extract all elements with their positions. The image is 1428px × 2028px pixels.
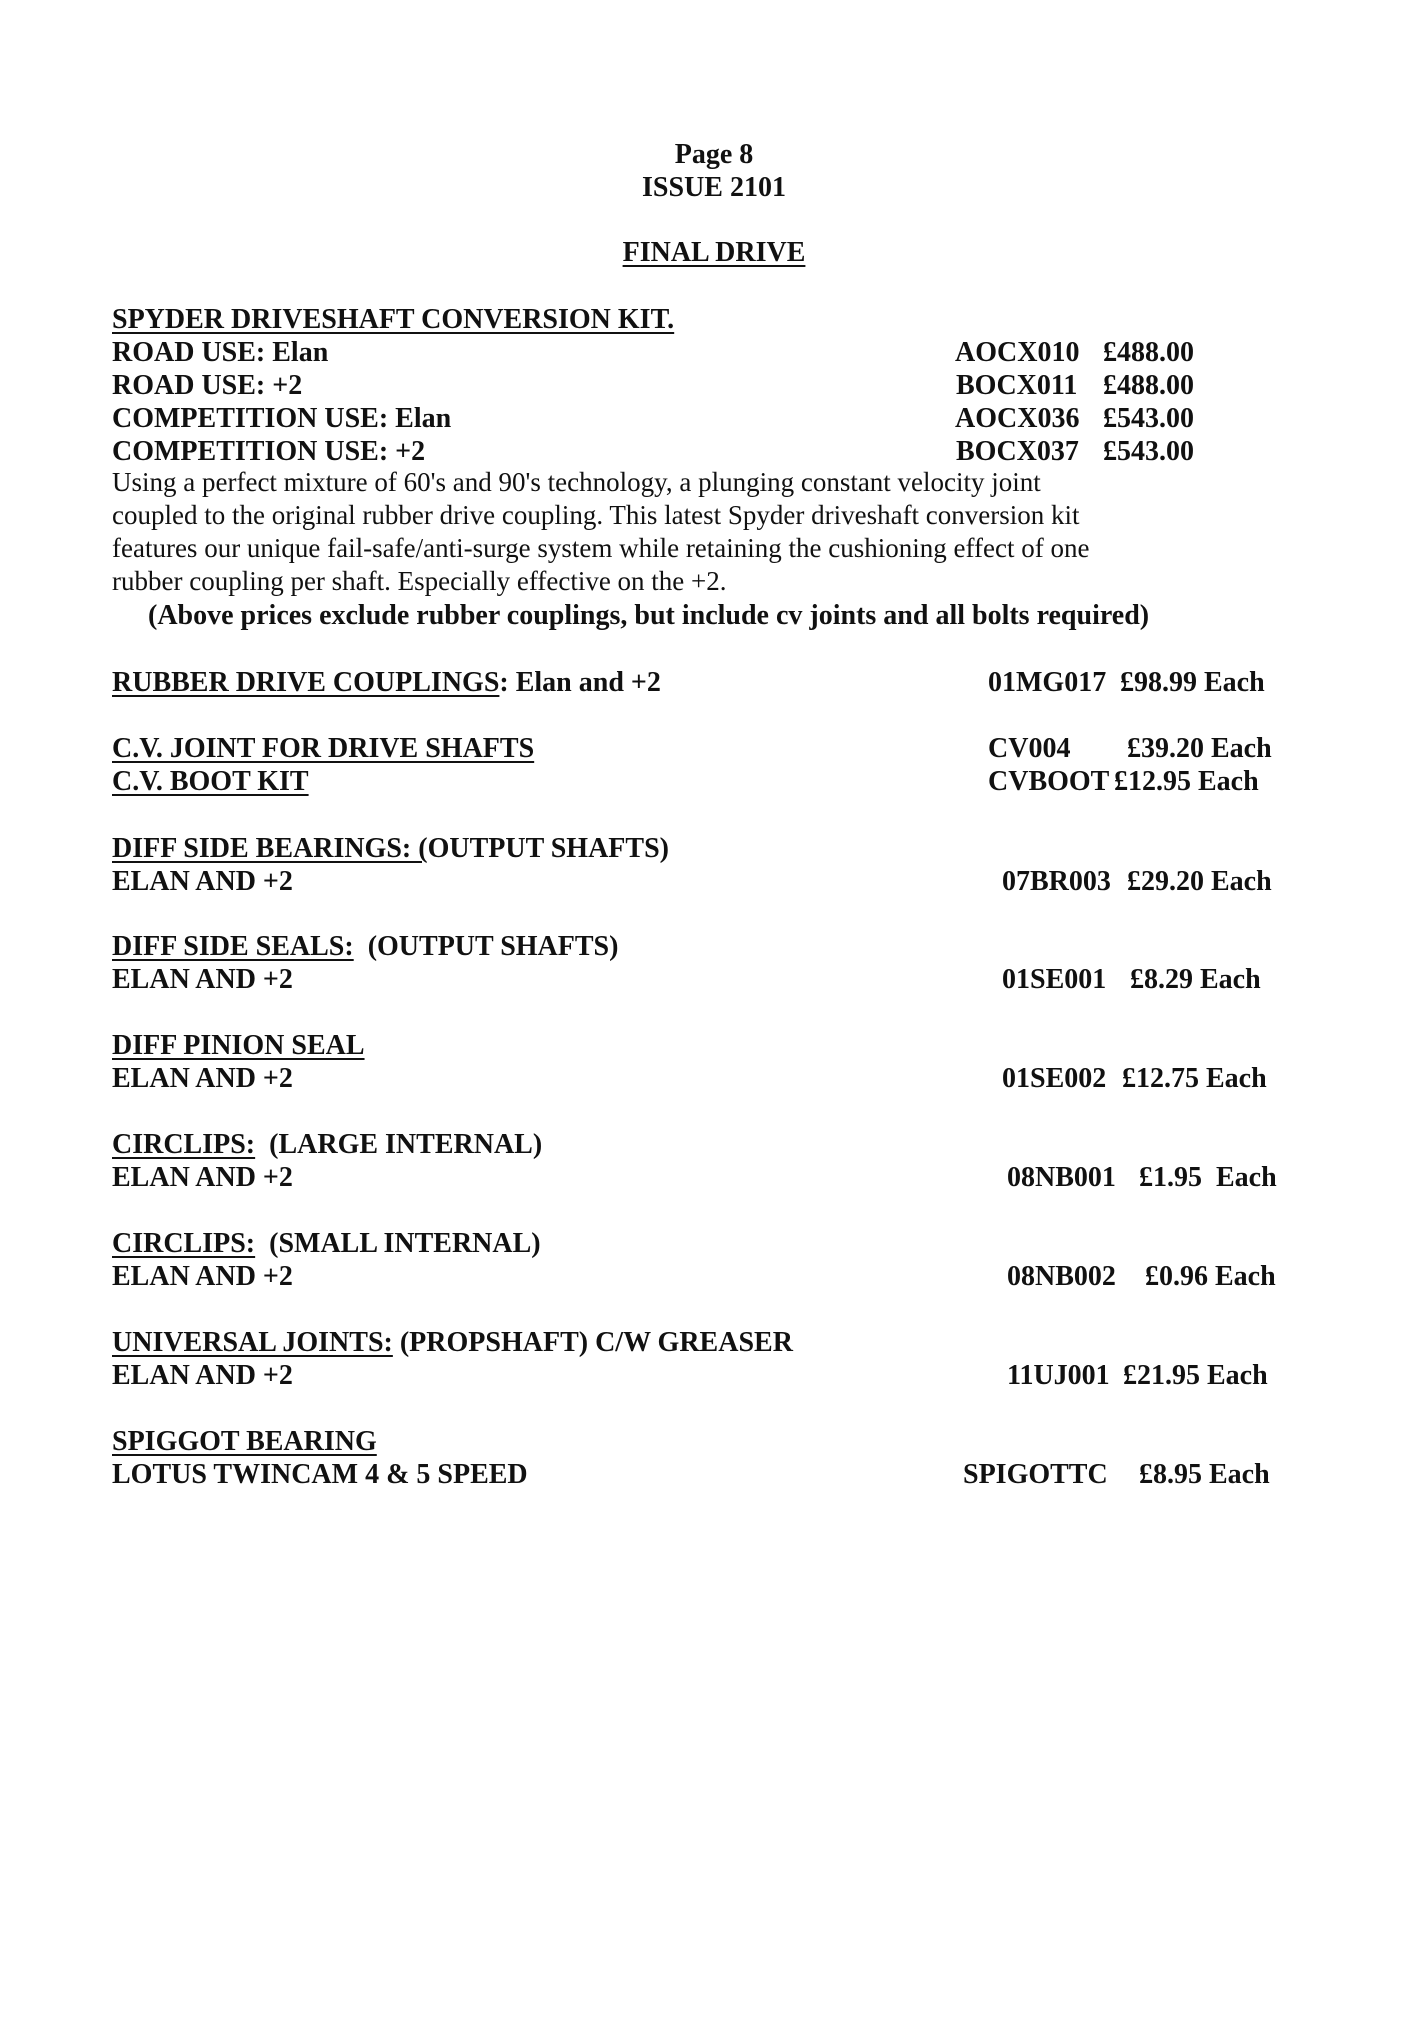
diff-pinion-price: £12.75 Each: [1122, 1063, 1267, 1094]
circlips-small-application: ELAN AND +2: [112, 1261, 293, 1292]
circlips-large-application: ELAN AND +2: [112, 1162, 293, 1193]
circlips-large-code: 08NB001: [1007, 1162, 1116, 1193]
issue-number: ISSUE 2101: [642, 172, 786, 203]
spyder-row-label: ROAD USE: +2: [112, 370, 303, 401]
page-number: Page 8: [674, 139, 754, 170]
diff-seals-application: ELAN AND +2: [112, 964, 293, 995]
diff-pinion-code: 01SE002: [1002, 1063, 1107, 1094]
spiggot-bearing-title: SPIGGOT BEARING: [112, 1426, 377, 1457]
spyder-row-code: AOCX010: [955, 337, 1080, 368]
spyder-row-label: COMPETITION USE: Elan: [112, 403, 452, 434]
spyder-row-price: £488.00: [1103, 337, 1194, 368]
rubber-couplings-heading: [112, 666, 661, 699]
diff-seals-code: 01SE001: [1002, 964, 1107, 995]
spyder-row-price: £543.00: [1103, 436, 1194, 467]
description-line: features our unique fail-safe/anti-surge system while retaining the cushioning effect of one: [112, 533, 1090, 563]
circlips-small-code: 08NB002: [1007, 1261, 1116, 1292]
diff-seals-price: £8.29 Each: [1130, 964, 1261, 995]
section-title: FINAL DRIVE: [622, 237, 806, 268]
circlips-large-title: CIRCLIPS:: [112, 1129, 256, 1160]
circlips-large-price: £1.95 Each: [1139, 1162, 1277, 1193]
diff-bearings-heading: [112, 832, 669, 865]
cv-joint-code: CV004: [988, 733, 1071, 764]
spyder-description: [112, 466, 1242, 598]
circlips-small-title: CIRCLIPS:: [112, 1228, 256, 1259]
cv-boot-code: CVBOOT: [988, 766, 1110, 797]
spyder-kit-title: SPYDER DRIVESHAFT CONVERSION KIT.: [112, 304, 675, 335]
cv-joint-title: C.V. JOINT FOR DRIVE SHAFTS: [112, 733, 535, 764]
diff-bearings-application: ELAN AND +2: [112, 866, 293, 897]
universal-joints-price: £21.95 Each: [1123, 1360, 1268, 1391]
spyder-row-price: £488.00: [1103, 370, 1194, 401]
description-line: rubber coupling per shaft. Especially effective on the +2.: [112, 566, 727, 596]
spiggot-bearing-price: £8.95 Each: [1139, 1459, 1270, 1490]
circlips-large-heading: [112, 1128, 542, 1161]
universal-joints-suffix: (PROPSHAFT) C/W GREASER: [392, 1327, 793, 1358]
spiggot-bearing-application: LOTUS TWINCAM 4 & 5 SPEED: [112, 1459, 528, 1490]
universal-joints-title: UNIVERSAL JOINTS:: [112, 1327, 393, 1358]
universal-joints-code: 11UJ001: [1007, 1360, 1110, 1391]
spyder-row-code: AOCX036: [955, 403, 1080, 434]
circlips-small-price: £0.96 Each: [1145, 1261, 1276, 1292]
diff-bearings-title: DIFF SIDE BEARINGS: (: [112, 833, 428, 864]
diff-seals-heading: [112, 930, 618, 963]
rubber-couplings-title: RUBBER DRIVE COUPLINGS: [112, 667, 500, 698]
spyder-price-note: (Above prices exclude rubber couplings, but include cv joints and all bolts required): [148, 600, 1150, 631]
spiggot-bearing-code: SPIGOTTC: [963, 1459, 1108, 1490]
diff-bearings-suffix: OUTPUT SHAFTS): [427, 833, 669, 864]
diff-pinion-title: DIFF PINION SEAL: [112, 1030, 365, 1061]
universal-joints-application: ELAN AND +2: [112, 1360, 293, 1391]
diff-pinion-application: ELAN AND +2: [112, 1063, 293, 1094]
spyder-row-label: COMPETITION USE: +2: [112, 436, 426, 467]
spyder-row-code: BOCX011: [956, 370, 1078, 401]
circlips-small-suffix: (SMALL INTERNAL): [255, 1228, 541, 1259]
spyder-row-price: £543.00: [1103, 403, 1194, 434]
diff-bearings-price: £29.20 Each: [1127, 866, 1272, 897]
spyder-row-label: ROAD USE: Elan: [112, 337, 329, 368]
universal-joints-heading: [112, 1326, 793, 1359]
cv-boot-price: £12.95 Each: [1114, 766, 1259, 797]
rubber-couplings-suffix: : Elan and +2: [499, 667, 661, 698]
rubber-couplings-price: £98.99 Each: [1120, 667, 1265, 698]
description-line: Using a perfect mixture of 60's and 90's technology, a plunging constant velocity joint: [112, 467, 1041, 497]
diff-seals-title: DIFF SIDE SEALS:: [112, 931, 354, 962]
spyder-row-code: BOCX037: [956, 436, 1079, 467]
cv-boot-title: C.V. BOOT KIT: [112, 766, 309, 797]
rubber-couplings-code: 01MG017: [988, 667, 1107, 698]
circlips-small-heading: [112, 1227, 541, 1260]
diff-seals-suffix: (OUTPUT SHAFTS): [353, 931, 619, 962]
cv-joint-price: £39.20 Each: [1127, 733, 1272, 764]
circlips-large-suffix: (LARGE INTERNAL): [255, 1129, 543, 1160]
description-line: coupled to the original rubber drive coupling. This latest Spyder driveshaft conversion kit: [112, 500, 1080, 530]
diff-bearings-code: 07BR003: [1002, 866, 1111, 897]
